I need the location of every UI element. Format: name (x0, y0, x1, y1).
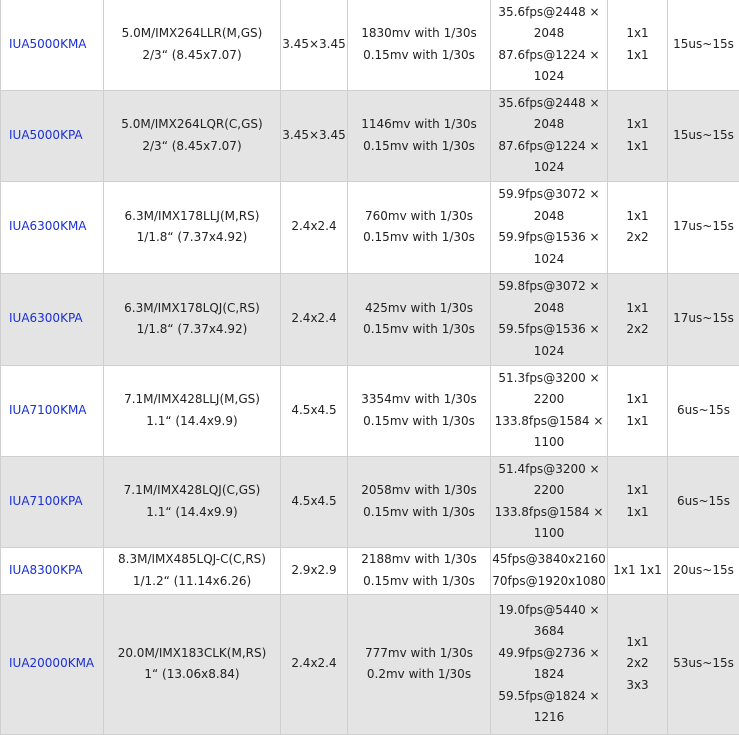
fps-line: 2048 (491, 206, 607, 228)
sensitivity-line: 0.15mv with 1/30s (348, 571, 490, 593)
fps-line: 87.6fps@1224 × (491, 136, 607, 158)
model-cell (1, 456, 104, 547)
sensor-line: 2/3“ (8.45x7.07) (104, 136, 280, 158)
sensor-cell (104, 181, 281, 273)
pixel-size-cell: 4.5x4.5 (281, 456, 348, 547)
model-link[interactable]: IUA7100KMA (9, 403, 87, 417)
fps-line: 51.3fps@3200 × (491, 368, 607, 390)
binning-line: 1x1 (608, 389, 667, 411)
sensor-line: 20.0M/IMX183CLK(M,RS) (104, 643, 280, 665)
sensitivity-cell (348, 456, 491, 547)
sensitivity-cell (348, 594, 491, 734)
binning-cell (608, 181, 668, 273)
fps-line: 70fps@1920x1080 (491, 571, 607, 593)
fps-line: 2200 (491, 480, 607, 502)
fps-line: 1024 (491, 249, 607, 271)
fps-line: 1824 (491, 664, 607, 686)
model-link[interactable]: IUA5000KMA (9, 37, 87, 51)
sensor-cell (104, 456, 281, 547)
binning-cell (608, 273, 668, 365)
binning-line: 1x1 (608, 23, 667, 45)
fps-cell (491, 90, 608, 181)
model-cell (1, 594, 104, 734)
sensitivity-line: 1146mv with 1/30s (348, 114, 490, 136)
model-cell (1, 365, 104, 456)
fps-cell (491, 594, 608, 734)
fps-line: 59.8fps@3072 × (491, 276, 607, 298)
sensitivity-cell (348, 181, 491, 273)
model-link[interactable]: IUA8300KPA (9, 563, 83, 577)
fps-line: 49.9fps@2736 × (491, 643, 607, 665)
table-row (1, 547, 739, 594)
sensor-line: 6.3M/IMX178LQJ(C,RS) (104, 298, 280, 320)
binning-line: 1x1 (608, 411, 667, 433)
sensor-line: 1.1“ (14.4x9.9) (104, 502, 280, 524)
sensitivity-cell (348, 365, 491, 456)
fps-cell (491, 547, 608, 594)
binning-line: 1x1 (608, 45, 667, 67)
table-row (1, 365, 739, 456)
pixel-size-cell: 4.5x4.5 (281, 365, 348, 456)
binning-line: 1x1 (608, 136, 667, 158)
sensor-line: 7.1M/IMX428LLJ(M,GS) (104, 389, 280, 411)
fps-line: 133.8fps@1584 × (491, 502, 607, 524)
fps-line: 3684 (491, 621, 607, 643)
binning-cell (608, 547, 668, 594)
pixel-size-cell: 2.4x2.4 (281, 273, 348, 365)
sensitivity-line: 777mv with 1/30s (348, 643, 490, 665)
sensitivity-cell (348, 273, 491, 365)
fps-line: 59.5fps@1824 × (491, 686, 607, 708)
exposure-cell: 17us~15s (668, 273, 739, 365)
sensor-cell (104, 273, 281, 365)
pixel-size-cell: 2.9x2.9 (281, 547, 348, 594)
model-link[interactable]: IUA20000KMA (9, 656, 94, 670)
binning-line: 1x1 (608, 502, 667, 524)
table-row (1, 0, 739, 90)
sensitivity-line: 0.15mv with 1/30s (348, 319, 490, 341)
sensitivity-line: 0.2mv with 1/30s (348, 664, 490, 686)
exposure-cell: 6us~15s (668, 365, 739, 456)
sensor-cell (104, 0, 281, 90)
pixel-size-cell: 3.45×3.45 (281, 0, 348, 90)
model-cell (1, 547, 104, 594)
sensor-cell (104, 90, 281, 181)
pixel-size-cell: 2.4x2.4 (281, 594, 348, 734)
fps-line: 2048 (491, 298, 607, 320)
binning-line: 3x3 (608, 675, 667, 697)
fps-line: 2048 (491, 114, 607, 136)
fps-line: 19.0fps@5440 × (491, 600, 607, 622)
sensor-cell (104, 594, 281, 734)
exposure-cell: 17us~15s (668, 181, 739, 273)
fps-line: 2200 (491, 389, 607, 411)
binning-cell (608, 0, 668, 90)
binning-line: 1x1 (608, 114, 667, 136)
fps-line: 1216 (491, 707, 607, 729)
sensitivity-line: 2188mv with 1/30s (348, 549, 490, 571)
sensitivity-line: 0.15mv with 1/30s (348, 45, 490, 67)
binning-line: 2x2 (608, 227, 667, 249)
fps-line: 59.9fps@3072 × (491, 184, 607, 206)
model-cell (1, 90, 104, 181)
fps-line: 59.9fps@1536 × (491, 227, 607, 249)
binning-line: 2x2 (608, 653, 667, 675)
exposure-cell: 15us~15s (668, 0, 739, 90)
table-row (1, 181, 739, 273)
fps-cell (491, 0, 608, 90)
fps-line: 87.6fps@1224 × (491, 45, 607, 67)
sensitivity-cell (348, 547, 491, 594)
model-link[interactable]: IUA6300KPA (9, 311, 83, 325)
sensitivity-line: 425mv with 1/30s (348, 298, 490, 320)
sensor-line: 1.1“ (14.4x9.9) (104, 411, 280, 433)
sensitivity-cell (348, 90, 491, 181)
model-cell (1, 273, 104, 365)
fps-line: 1024 (491, 66, 607, 88)
model-cell (1, 181, 104, 273)
exposure-cell: 53us~15s (668, 594, 739, 734)
fps-line: 35.6fps@2448 × (491, 2, 607, 24)
fps-cell (491, 456, 608, 547)
sensitivity-line: 0.15mv with 1/30s (348, 411, 490, 433)
sensitivity-line: 3354mv with 1/30s (348, 389, 490, 411)
binning-cell (608, 594, 668, 734)
fps-line: 1100 (491, 432, 607, 454)
binning-cell (608, 456, 668, 547)
sensitivity-line: 0.15mv with 1/30s (348, 502, 490, 524)
pixel-size-cell: 2.4x2.4 (281, 181, 348, 273)
sensor-line: 5.0M/IMX264LLR(M,GS) (104, 23, 280, 45)
binning-line: 2x2 (608, 319, 667, 341)
table-row (1, 90, 739, 181)
exposure-cell: 15us~15s (668, 90, 739, 181)
sensitivity-cell (348, 0, 491, 90)
fps-line: 45fps@3840x2160 (491, 549, 607, 571)
table-row (1, 273, 739, 365)
fps-line: 1024 (491, 341, 607, 363)
table-row (1, 594, 739, 734)
sensor-line: 2/3“ (8.45x7.07) (104, 45, 280, 67)
exposure-cell: 6us~15s (668, 456, 739, 547)
fps-line: 59.5fps@1536 × (491, 319, 607, 341)
fps-line: 1024 (491, 157, 607, 179)
sensor-line: 8.3M/IMX485LQJ-C(C,RS) (104, 549, 280, 571)
sensor-line: 1/1.8“ (7.37x4.92) (104, 227, 280, 249)
model-link[interactable]: IUA6300KMA (9, 219, 87, 233)
sensor-cell (104, 547, 281, 594)
binning-line: 1x1 (608, 298, 667, 320)
binning-line: 1x1 1x1 (608, 560, 667, 582)
sensitivity-line: 0.15mv with 1/30s (348, 136, 490, 158)
pixel-size-cell: 3.45×3.45 (281, 90, 348, 181)
model-link[interactable]: IUA7100KPA (9, 494, 83, 508)
sensor-cell (104, 365, 281, 456)
fps-cell (491, 273, 608, 365)
sensor-line: 1/1.8“ (7.37x4.92) (104, 319, 280, 341)
fps-cell (491, 181, 608, 273)
model-link[interactable]: IUA5000KPA (9, 128, 83, 142)
fps-line: 51.4fps@3200 × (491, 459, 607, 481)
sensor-line: 1“ (13.06x8.84) (104, 664, 280, 686)
table-body (1, 0, 739, 734)
binning-cell (608, 365, 668, 456)
table-row (1, 456, 739, 547)
sensor-line: 1/1.2“ (11.14x6.26) (104, 571, 280, 593)
sensitivity-line: 1830mv with 1/30s (348, 23, 490, 45)
binning-cell (608, 90, 668, 181)
fps-line: 133.8fps@1584 × (491, 411, 607, 433)
binning-line: 1x1 (608, 206, 667, 228)
binning-line: 1x1 (608, 480, 667, 502)
sensor-line: 5.0M/IMX264LQR(C,GS) (104, 114, 280, 136)
sensor-line: 6.3M/IMX178LLJ(M,RS) (104, 206, 280, 228)
sensitivity-line: 760mv with 1/30s (348, 206, 490, 228)
binning-line: 1x1 (608, 632, 667, 654)
sensitivity-line: 2058mv with 1/30s (348, 480, 490, 502)
exposure-cell: 20us~15s (668, 547, 739, 594)
fps-line: 1100 (491, 523, 607, 545)
sensitivity-line: 0.15mv with 1/30s (348, 227, 490, 249)
fps-line: 2048 (491, 23, 607, 45)
model-cell (1, 0, 104, 90)
sensor-line: 7.1M/IMX428LQJ(C,GS) (104, 480, 280, 502)
fps-line: 35.6fps@2448 × (491, 93, 607, 115)
fps-cell (491, 365, 608, 456)
